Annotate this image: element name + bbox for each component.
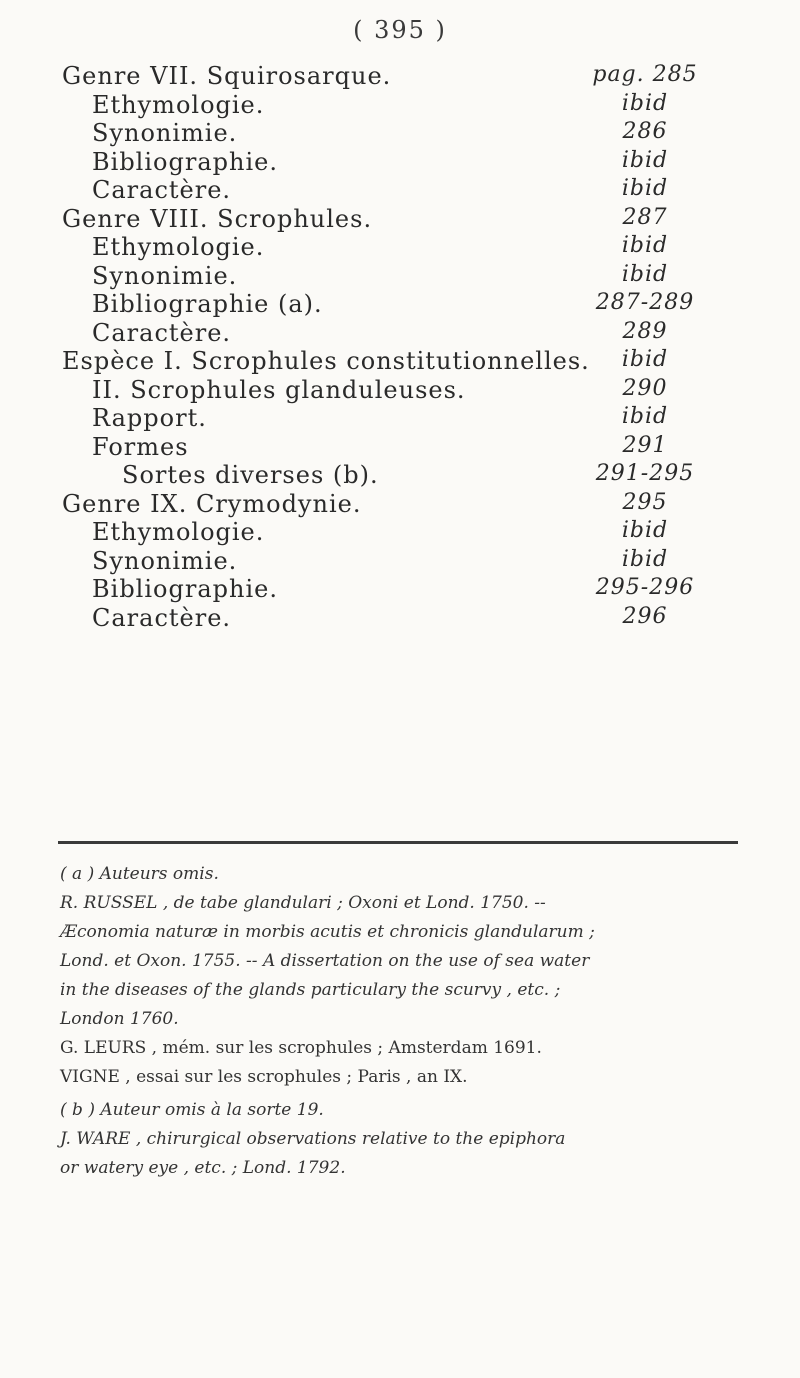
toc-entry-label: Caractère. [92,176,232,204]
toc-entry-page: 291 [622,432,668,458]
toc-entry-page: ibid [621,176,669,201]
footnote-divider [58,841,738,844]
toc-entry-label: Ethymologie. [92,518,265,546]
toc-entry-label: Ethymologie. [92,90,265,119]
toc-entry [0,205,800,234]
toc-entry [0,575,800,604]
toc-entry-label: Synonimie. [92,119,238,147]
toc-entry [0,461,800,490]
toc-entry [0,119,800,148]
footnote-russel-line-4: in the diseases of the glands particulary the scurvy , etc. ; [60,980,561,1000]
toc-entry-label: Genre IX. Crymodynie. [62,489,362,518]
toc-entry-label: Bibliographie (a). [92,290,323,318]
toc-entry [0,347,800,376]
toc-entry-page: 296 [622,603,668,629]
toc-entry [0,319,800,348]
toc-entry-page: 287 [622,204,668,230]
toc-entry [0,91,800,120]
toc-entry-page: ibid [621,233,669,258]
toc-entry [0,290,800,319]
toc-entry-page: 286 [622,119,668,144]
footnote-b-heading: ( b ) Auteur omis à la sorte 19. [60,1100,324,1120]
toc-entry [0,547,800,576]
toc-entry-page: 289 [622,318,668,344]
toc-entry [0,376,800,405]
toc-entry-page: 287-289 [595,290,695,315]
toc-entry-label: Formes [92,432,189,461]
toc-entry [0,233,800,262]
toc-entry-label: Genre VII. Squirosarque. [62,62,392,90]
footnote-russel-line-1: R. RUSSEL , de tabe glandulari ; Oxoni et Lond. 1750. -- [60,893,546,913]
footnote-ware-line-2: or watery eye , etc. ; Lond. 1792. [60,1158,346,1178]
footnote-vigne: VIGNE , essai sur les scrophules ; Paris , an IX. [60,1067,468,1087]
toc-entry-label: II. Scrophules glanduleuses. [92,375,466,404]
toc-entry-page: ibid [621,518,669,543]
toc-entry-page: ibid [621,546,669,572]
footnote-a-heading: ( a ) Auteurs omis. [60,864,219,884]
toc-entry-label: Espèce I. Scrophules constitutionnelles. [62,347,590,375]
toc-entry [0,148,800,177]
table-of-contents [0,62,800,632]
toc-entry-label: Synonimie. [92,261,238,290]
footnote-russel-line-5: London 1760. [60,1009,179,1029]
toc-entry-label: Genre VIII. Scrophules. [62,204,373,233]
toc-entry-label: Synonimie. [92,546,238,575]
toc-entry-page: 295-296 [595,575,695,600]
toc-entry [0,490,800,519]
toc-entry-page: 295 [622,489,668,515]
toc-entry-page: ibid [621,90,669,116]
toc-entry-label: Ethymologie. [92,233,265,261]
toc-entry [0,262,800,291]
footnote-leurs: G. LEURS , mém. sur les scrophules ; Amsterdam 1691. [60,1038,542,1058]
toc-entry-page: ibid [621,147,669,173]
toc-entry [0,176,800,205]
toc-entry-page: ibid [621,404,669,429]
toc-entry [0,404,800,433]
footnote-ware-line-1: J. WARE , chirurgical observations relative to the epiphora [60,1129,566,1149]
footnote-russel-line-3: Lond. et Oxon. 1755. -- A dissertation on the use of sea water [60,951,590,971]
toc-entry-page: 290 [622,375,668,401]
toc-entry-page: ibid [621,347,669,372]
toc-entry-label: Caractère. [92,603,232,632]
toc-entry [0,518,800,547]
toc-entry-page: 291-295 [595,461,695,486]
toc-entry-page: pag. 285 [592,62,698,87]
toc-entry-page: ibid [621,261,669,287]
toc-entry-label: Caractère. [92,318,232,347]
toc-entry-label: Bibliographie. [92,147,278,176]
page-number: ( 395 ) [353,16,447,44]
toc-entry-label: Rapport. [92,404,207,432]
toc-entry-label: Bibliographie. [92,575,278,603]
toc-entry [0,433,800,462]
toc-entry [0,62,800,91]
footnote-russel-line-2: Æconomia naturæ in morbis acutis et chronicis glandularum ; [60,922,595,942]
toc-entry [0,604,800,633]
toc-entry-label: Sortes diverses (b). [122,461,379,489]
footnotes [60,860,750,1183]
